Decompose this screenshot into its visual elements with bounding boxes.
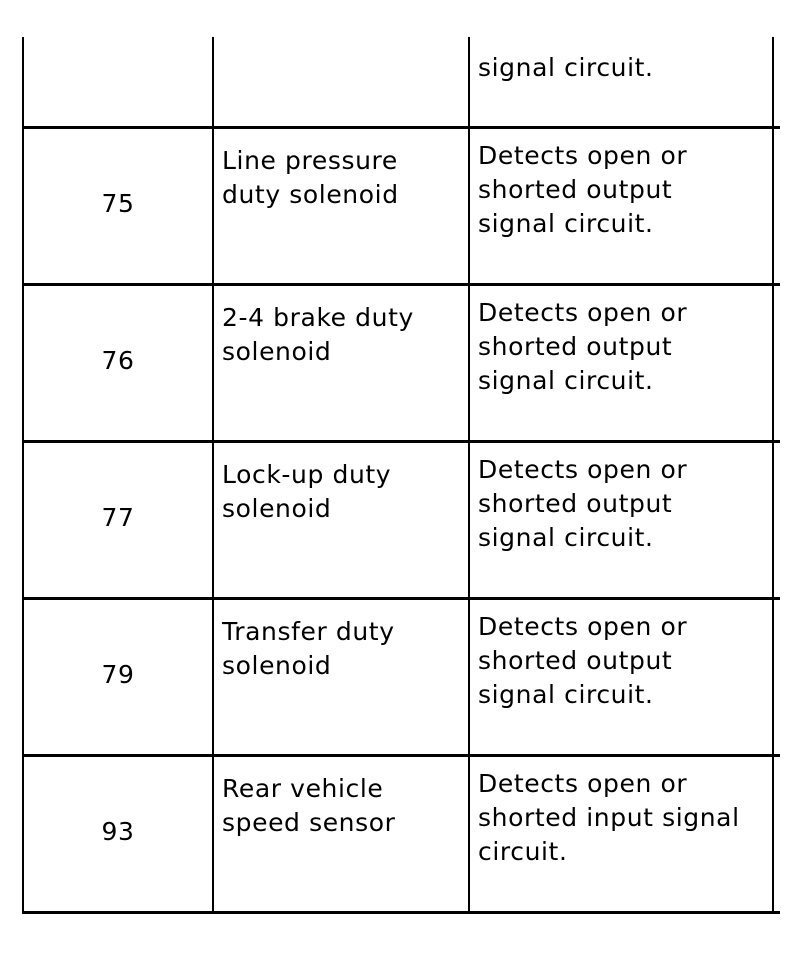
- code-cell: 75: [22, 129, 214, 283]
- description-cell: signal circuit.: [470, 37, 774, 126]
- table-row-continued: [22, 37, 780, 129]
- diagnostic-code-table: [22, 37, 780, 914]
- item-cell: Transfer duty solenoid: [214, 600, 470, 754]
- item-cell: Rear vehicle speed sensor: [214, 757, 470, 911]
- description-cell: Detects open or shorted output signal circuit.: [470, 443, 774, 597]
- table-row: [22, 600, 780, 757]
- item-cell: Line pressure duty solenoid: [214, 129, 470, 283]
- code-cell: 93: [22, 757, 214, 911]
- description-cell: Detects open or shorted output signal circuit.: [470, 129, 774, 283]
- description-cell: Detects open or shorted output signal circuit.: [470, 600, 774, 754]
- item-cell: 2-4 brake duty solenoid: [214, 286, 470, 440]
- description-cell: Detects open or shorted input signal circuit.: [470, 757, 774, 911]
- item-cell: [214, 37, 470, 126]
- table-row: [22, 129, 780, 286]
- code-cell: 76: [22, 286, 214, 440]
- code-cell: [22, 37, 214, 126]
- table-row: [22, 757, 780, 914]
- description-cell: Detects open or shorted output signal circuit.: [470, 286, 774, 440]
- table-row: [22, 443, 780, 600]
- table-row: [22, 286, 780, 443]
- item-cell: Lock-up duty solenoid: [214, 443, 470, 597]
- code-cell: 79: [22, 600, 214, 754]
- code-cell: 77: [22, 443, 214, 597]
